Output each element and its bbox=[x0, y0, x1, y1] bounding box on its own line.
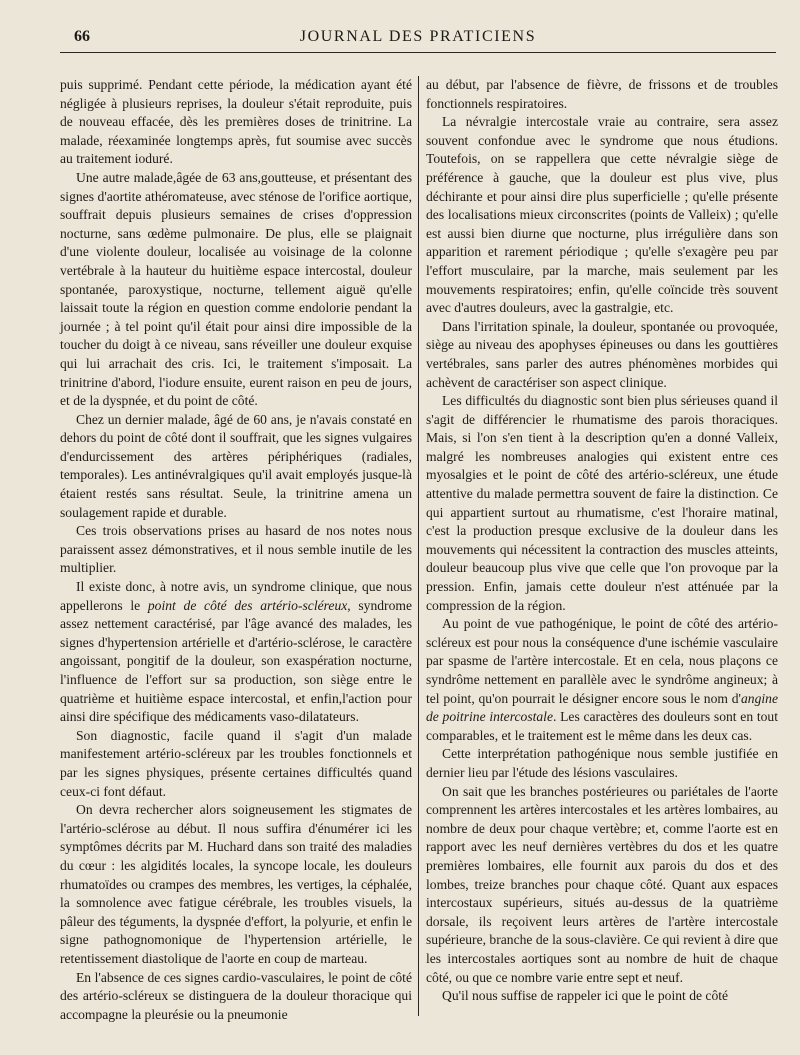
paragraph-text: , syndrome assez nettement caractérisé, par l'âge avancé des malades, les signes d'hypertension artérielle et d'artério-sclérose, le caractère angoissant, pongitif de la douleur, son exaspération nocturne, l'influence de l'effort sur sa production, son siège entre le quatrième et huitième espace intercostal, et enfin,l'action pour ainsi dire spécifique des médicaments vaso-dilatateurs. bbox=[60, 597, 412, 725]
paragraph: On sait que les branches postérieures ou pariétales de l'aorte comprennent les artères intercostales et les artères lombaires, au nombre de deux pour chaque vertèbre; et, comme l'aorte est en rapport avec les neuf dernières vertèbres du dos et les quatre premières lombaires, elle fournit aux parois du dos et des lombes, treize branches pour chaque côté. Quant aux espaces intercostaux supérieurs, situés au-dessus de la quatrième dorsale, ils reçoivent leurs artères de l'artère intercostale supérieure, branche de la sous-clavière. Ce qui revient à dire que les intercostales aortiques sont au nombre de huit de chaque côté, ou que ce nombre varie entre sept et neuf. bbox=[426, 783, 778, 985]
paragraph bbox=[60, 578, 412, 727]
emphasized-term: point de côté des artério-scléreux bbox=[147, 597, 348, 613]
header-rule bbox=[60, 52, 776, 53]
paragraph: Dans l'irritation spinale, la douleur, spontanée ou provoquée, siège au niveau des apophyses épineuses ou dans les gouttières vertébrales, sans parler des autres phénomènes morbides qui achèvent de caractériser son aspect clinique. bbox=[426, 318, 778, 390]
paragraph: Ces trois observations prises au hasard de nos notes nous paraissent assez démonstratives, et il nous semble inutile de les multiplier. bbox=[60, 523, 412, 576]
paragraph-text: . Les caractères des douleurs sont en tout comparables, et le traitement est le même dans les deux cas. bbox=[426, 709, 778, 743]
paragraph: Les difficultés du diagnostic sont bien plus sérieuses quand il s'agit de différencier le rhumatisme des parois thoraciques. Mais, si l'on s'en tient à la description qu'en a donné Valleix, malgré les nombreuses analogies qui existent entre ces myosalgies et le point de côté des artério-scléreux, une étude attentive du malade permettra souvent de faire la distinction. Ce qui appartient surtout au rhumatisme, c'est l'horaire matinal, c'est la production presque exclusive de la douleur dans les mouvements qui nécessitent la contraction des muscles atteints, douleur beaucoup plus vive que celle que l'on provoque par la pression. Enfin, jamais cette douleur n'est atténuée par la compression de la région. bbox=[426, 393, 778, 613]
paragraph: On devra rechercher alors soigneusement les stigmates de l'artério-sclérose au début. Il nous suffira d'énumérer ici les symptômes décrits par M. Huchard dans son traité des maladies du cœur : les algidités locales, la syncope locale, les douleurs rhumatoïdes ou crampes des membres, les vertiges, la céphalée, la somnolence avec fatigue cérébrale, les troubles visuels, la pâleur des téguments, la dyspnée d'effort, la polyurie, et enfin le signe pathognomonique de l'hypertension artérielle, le retentissement diastolique de l'aorte en coup de marteau. bbox=[60, 802, 412, 966]
paragraph: Qu'il nous suffise de rappeler ici que le point de côté bbox=[442, 988, 729, 1004]
emphasized-term: angine de poitrine intercostale bbox=[426, 690, 778, 725]
paragraph: Cette interprétation pathogénique nous semble justifiée en dernier lieu par l'étude des lésions vasculaires. bbox=[426, 746, 778, 780]
paragraph: En l'absence de ces signes cardio-vasculaires, le point de côté des artério-scléreux se distinguera de la douleur thoracique qui accompagne la pleurésie ou la pneumonie bbox=[60, 969, 412, 1022]
paragraph: La névralgie intercostale vraie au contraire, sera assez souvent confondue avec le syndrome que nous étudions. Toutefois, on se rappellera que cette névralgie siège de préférence à gauche, que la douleur est plus vive, plus déchirante et pour ainsi dire plus superficielle ; qu'elle présente des localisations mieux circonscrites (points de Valleix) ; qu'elle est aussi bien diurne que nocturne, plus irrégulière dans son apparition et rarement périodique ; qu'elle s'exagère peu par l'effort musculaire, par la marche, mais seulement par les mouvements respiratoires; enfin, qu'elle coïncide très souvent avec d'autres douleurs, avec la gastralgie, etc. bbox=[426, 114, 778, 316]
left-column bbox=[60, 76, 412, 1024]
paragraph bbox=[426, 615, 778, 745]
journal-title: JOURNAL DES PRATICIENS bbox=[299, 28, 537, 45]
column-divider bbox=[418, 76, 419, 1016]
page-number: 66 bbox=[74, 28, 90, 45]
right-column bbox=[426, 76, 778, 1006]
paragraph: au début, par l'absence de fièvre, de frissons et de troubles fonctionnels respiratoires. bbox=[426, 77, 778, 111]
paragraph-text: Il existe donc, à notre avis, un syndrome clinique, que nous appellerons le bbox=[60, 579, 412, 613]
paragraph: Son diagnostic, facile quand il s'agit d'un malade manifestement artério-scléreux par les troubles fonctionnels et par les signes physiques, présente certaines difficultés quand ceux-ci font défaut. bbox=[60, 727, 412, 799]
paragraph: Une autre malade,âgée de 63 ans,goutteuse, et présentant des signes d'aortite athéromateuse, avec sténose de l'orifice aortique, souffrait depuis plusieurs semaines de crises d'oppression nocturne, sans œdème pulmonaire. De plus, elle se plaignait d'une violente douleur, localisée au voisinage de la colonne vertébrale à la hauteur du huitième espace intercostal, douleur spontanée, paroxystique, nocturne, tellement aiguë qu'elle laissait toute la région en question comme endolorie pendant la journée ; à tel point qu'il était pour ainsi dire impossible de la toucher du doigt à ce niveau, sans réveiller une douleur exquise qui lui arrachait des cris. Ici, le traitement s'imposait. La trinitrine d'abord, l'iodure ensuite, eurent raison en peu de jours, et de la dyspnée, et du point de côté. bbox=[60, 169, 412, 409]
paragraph-text: Au point de vue pathogénique, le point de côté des artério-scléreux est pour nous la conséquence d'une ischémie vasculaire par spasme de l'artère intercostale. Et en cela, nous plaçons ce syndrôme nettement en parallèle avec le syndrôme angineux; à tel point, qu'on pourrait le désigner encore sous le nom d' bbox=[426, 616, 778, 706]
paragraph: puis supprimé. Pendant cette période, la médication ayant été négligée à plusieurs reprises, la douleur s'était reproduite, puis de nouveau effacée, dès les premières doses de trinitrine. La malade, réexaminée longtemps après, fut soumise avec succès au traitement ioduré. bbox=[60, 77, 412, 167]
page-header bbox=[60, 26, 776, 50]
paragraph: Chez un dernier malade, âgé de 60 ans, je n'avais constaté en dehors du point de côté dont il souffrait, que les signes vulgaires d'endurcissement des artères périphériques (radiales, temporales). Les antinévralgiques qu'il avait employés jusque-là étaient restés sans résultat. Seule, la trinitrine amena un soulagement rapide et durable. bbox=[60, 411, 412, 520]
